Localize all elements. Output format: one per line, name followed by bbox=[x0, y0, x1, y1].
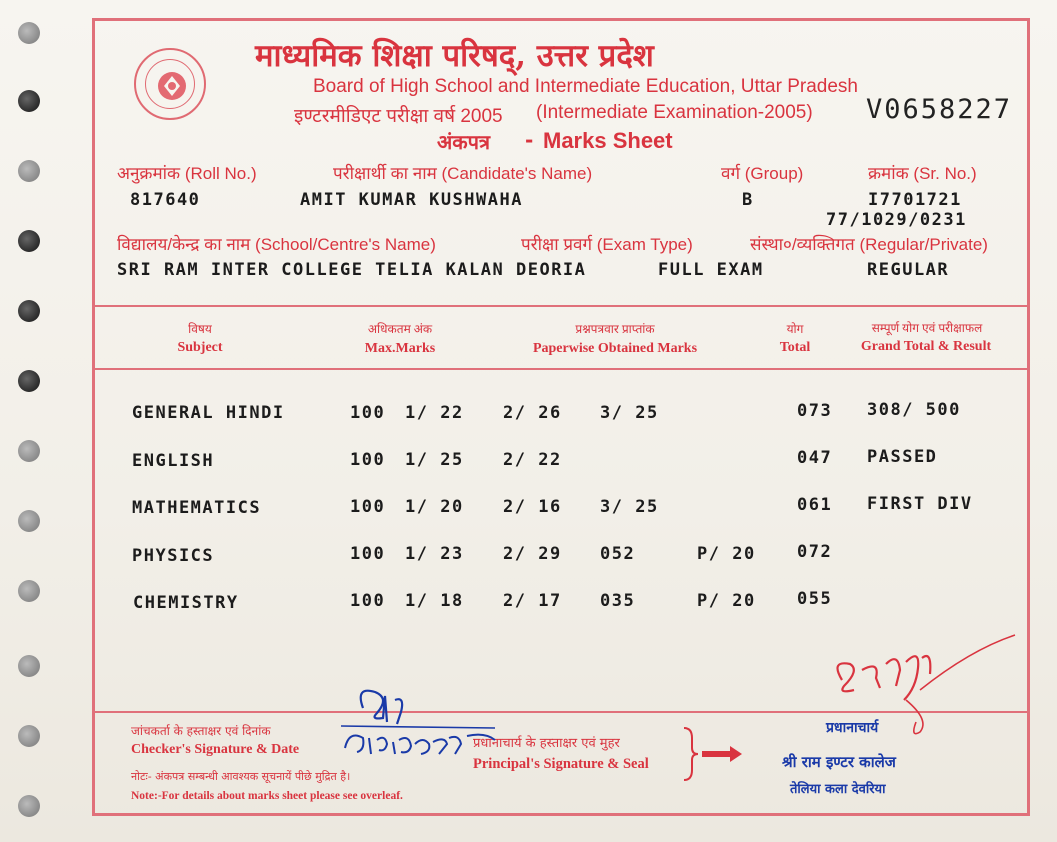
paper3-cell: 052 bbox=[600, 544, 636, 564]
school-label: विद्यालय/केन्द्र का नाम (School/Centre's Name) bbox=[117, 235, 436, 254]
binder-hole bbox=[18, 370, 40, 392]
paper1-cell: 1/ 18 bbox=[405, 591, 464, 611]
binder-hole bbox=[18, 655, 40, 677]
subject-cell: MATHEMATICS bbox=[132, 498, 262, 518]
max-marks-header-hindi: अधिकतम अंक bbox=[367, 322, 433, 336]
divider-line bbox=[92, 305, 1030, 307]
principal-label: Principal's Signature & Seal bbox=[473, 756, 649, 772]
exam-title-english: (Intermediate Examination-2005) bbox=[536, 102, 813, 123]
roll-number: 817640 bbox=[130, 190, 201, 210]
paper3-cell: 3/ 25 bbox=[600, 497, 659, 517]
grand-total-header: Grand Total & Result bbox=[860, 339, 992, 354]
practical-cell: P/ 20 bbox=[697, 544, 756, 564]
max-marks-header: Max.Marks bbox=[364, 341, 436, 356]
subject-header-hindi: विषय bbox=[188, 322, 212, 336]
paper2-cell: 2/ 26 bbox=[503, 403, 562, 423]
board-title-hindi: माध्यमिक शिक्षा परिषद्, उत्तर प्रदेश bbox=[255, 38, 654, 74]
subject-cell: CHEMISTRY bbox=[133, 593, 239, 613]
exam-type-label: परीक्षा प्रवर्ग (Exam Type) bbox=[521, 235, 693, 254]
total-header: Total bbox=[779, 340, 811, 355]
regular-private-label: संस्था०/व्यक्तिगत (Regular/Private) bbox=[750, 235, 988, 254]
marks-sheet-title-hindi: अंकपत्र bbox=[437, 130, 491, 154]
binder-hole bbox=[18, 160, 40, 182]
binder-hole bbox=[18, 230, 40, 252]
binder-hole bbox=[18, 795, 40, 817]
candidate-name: AMIT KUMAR KUSHWAHA bbox=[300, 190, 523, 210]
name-label: परीक्षार्थी का नाम (Candidate's Name) bbox=[333, 164, 593, 183]
binder-hole bbox=[18, 510, 40, 532]
subject-header: Subject bbox=[177, 340, 223, 355]
total-cell: 072 bbox=[797, 542, 833, 562]
paperwise-header: Paperwise Obtained Marks bbox=[532, 341, 698, 356]
sr-number: I7701721 bbox=[868, 190, 962, 210]
grand-cell: FIRST DIV bbox=[867, 494, 973, 514]
binder-hole bbox=[18, 90, 40, 112]
paper2-cell: 2/ 17 bbox=[503, 591, 562, 611]
practical-cell: P/ 20 bbox=[697, 591, 756, 611]
note-english: Note:-For details about marks sheet please see overleaf. bbox=[131, 790, 403, 802]
sr-no-label: क्रमांक (Sr. No.) bbox=[868, 164, 977, 183]
grand-total-header-hindi: सम्पूर्ण योग एवं परीक्षाफल bbox=[871, 321, 983, 335]
binder-hole bbox=[18, 725, 40, 747]
total-cell: 061 bbox=[797, 495, 833, 515]
principal-label-hindi: प्रधानाचार्य के हस्ताक्षर एवं मुहर bbox=[473, 736, 620, 751]
board-title-english: Board of High School and Intermediate Education, Uttar Pradesh bbox=[313, 76, 858, 97]
exam-type-value: FULL EXAM bbox=[658, 260, 764, 280]
subject-cell: GENERAL HINDI bbox=[132, 403, 285, 423]
checker-label-hindi: जांचकर्ता के हस्ताक्षर एवं दिनांक bbox=[131, 724, 271, 738]
group-value: B bbox=[742, 190, 754, 210]
paper1-cell: 1/ 25 bbox=[405, 450, 464, 470]
max-marks-cell: 100 bbox=[350, 544, 386, 564]
subject-cell: ENGLISH bbox=[132, 451, 215, 471]
group-label: वर्ग (Group) bbox=[721, 164, 804, 183]
seal-title: प्रधानाचार्य bbox=[826, 720, 879, 736]
max-marks-cell: 100 bbox=[350, 591, 386, 611]
paper2-cell: 2/ 29 bbox=[503, 544, 562, 564]
paper1-cell: 1/ 22 bbox=[405, 403, 464, 423]
bracket-arrow-icon bbox=[680, 724, 750, 784]
seal-location: तेलिया कला देवरिया bbox=[790, 782, 886, 797]
binder-hole bbox=[18, 300, 40, 322]
school-name: SRI RAM INTER COLLEGE TELIA KALAN DEORIA bbox=[117, 260, 587, 280]
paper3-cell: 035 bbox=[600, 591, 636, 611]
title-separator: - bbox=[525, 128, 534, 152]
checker-signature bbox=[335, 678, 505, 768]
grand-cell: 308/ 500 bbox=[867, 400, 961, 420]
paper3-cell: 3/ 25 bbox=[600, 403, 659, 423]
grand-cell: PASSED bbox=[867, 447, 938, 467]
paper2-cell: 2/ 22 bbox=[503, 450, 562, 470]
binder-hole bbox=[18, 22, 40, 44]
exam-title-hindi: इण्टरमीडिएट परीक्षा वर्ष 2005 bbox=[294, 106, 503, 127]
marks-sheet-title: Marks Sheet bbox=[543, 128, 673, 153]
binder-hole bbox=[18, 580, 40, 602]
paper1-cell: 1/ 23 bbox=[405, 544, 464, 564]
subject-cell: PHYSICS bbox=[132, 546, 215, 566]
serial-number: V0658227 bbox=[866, 94, 1013, 125]
max-marks-cell: 100 bbox=[350, 450, 386, 470]
paperwise-header-hindi: प्रश्नपत्रवार प्राप्तांक bbox=[575, 322, 655, 336]
total-header-hindi: योग bbox=[786, 322, 804, 336]
regular-private-value: REGULAR bbox=[867, 260, 950, 280]
checker-label: Checker's Signature & Date bbox=[131, 742, 300, 757]
max-marks-cell: 100 bbox=[350, 497, 386, 517]
paper1-cell: 1/ 20 bbox=[405, 497, 464, 517]
seal-school-name: श्री राम इण्टर कालेज bbox=[782, 753, 896, 771]
roll-label: अनुक्रमांक (Roll No.) bbox=[117, 164, 257, 183]
paper2-cell: 2/ 16 bbox=[503, 497, 562, 517]
max-marks-cell: 100 bbox=[350, 403, 386, 423]
binder-hole bbox=[18, 440, 40, 462]
total-cell: 047 bbox=[797, 448, 833, 468]
divider-line bbox=[92, 368, 1030, 370]
board-emblem-logo bbox=[134, 48, 206, 120]
sr-number-2: 77/1029/0231 bbox=[826, 210, 967, 230]
total-cell: 073 bbox=[797, 401, 833, 421]
total-cell: 055 bbox=[797, 589, 833, 609]
note-hindi: नोटः- अंकपत्र सम्बन्धी आवश्यक सूचनायें पीछे मुद्रित है। bbox=[131, 770, 351, 783]
